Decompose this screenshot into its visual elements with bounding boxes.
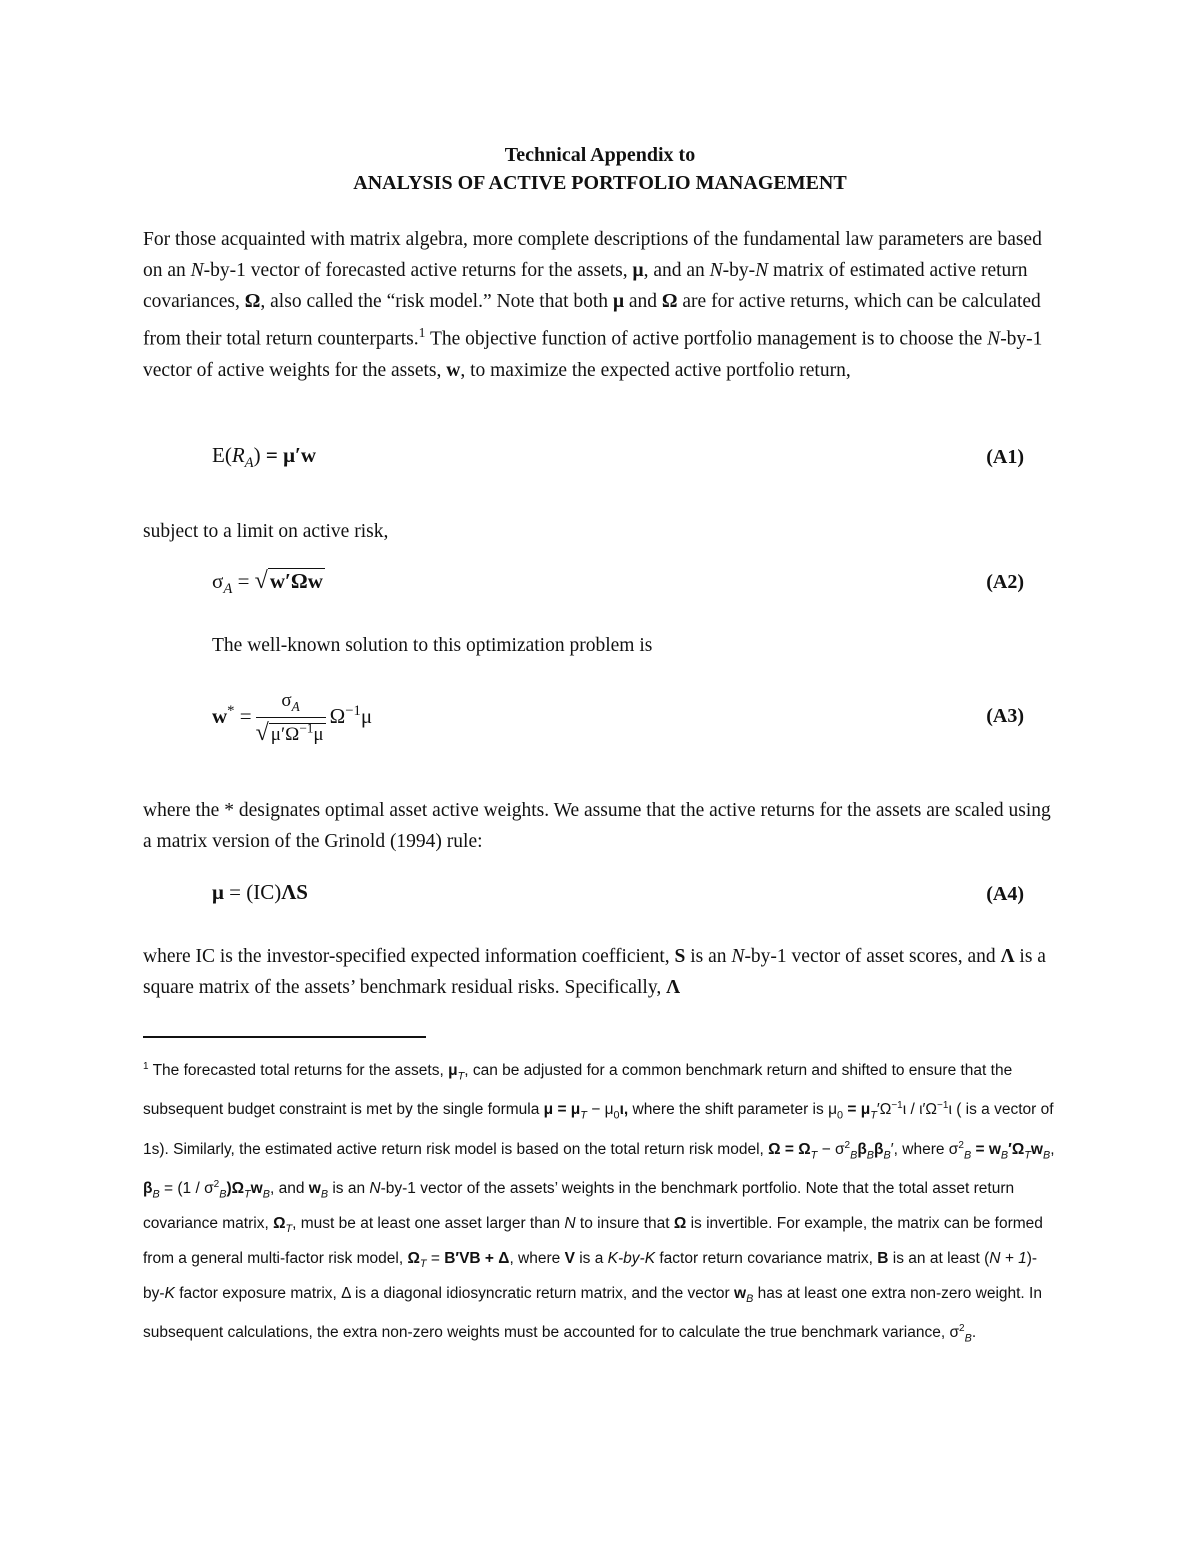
appendix-title-line-1: Technical Appendix to	[504, 144, 696, 166]
intro-paragraph: For those acquainted with matrix algebra, more complete descriptions of the fundamental law parameters are based on an N-by-1 vector of forecasted active returns for the assets, μ, and an N-by-N matrix of estimated active return covariances, Ω, also called the “risk model.” Note that both μ and Ω are for active returns, which can be calculated from their total return counterparts.$^1$ The objective function of active portfolio management is to choose the N-by-1 vector of active weights for the assets, w, to maximize the expected active portfolio return,	[143, 229, 1043, 381]
equation-label-a3: (A3)	[986, 705, 1024, 727]
equation-a2: $\sigma_A = √w'\Omega w$	[212, 568, 323, 598]
footnote-ref: 1	[418, 325, 426, 340]
equation-label-a4: (A4)	[986, 883, 1024, 905]
appendix-title-line-2: ANALYSIS OF ACTIVE PORTFOLIO MANAGEMENT	[353, 172, 847, 194]
constraint-paragraph: subject to a limit on active risk,	[143, 521, 389, 542]
grinold-paragraph: where the * designates optimal asset active weights. We assume that the active returns for the assets are scaled using a matrix version of the Grinold (1994) rule:	[143, 800, 1051, 852]
equation-a4: μ = (IC)ΛS	[212, 880, 308, 904]
footnote-divider	[143, 1036, 426, 1038]
ic-paragraph: where IC is the investor-specified expected information coefficient, S is an N-by-1 vector of asset scores, and Λ is a square matrix of the assets’ benchmark residual risks. Specifically, Λ	[143, 946, 1046, 998]
equation-label-a2: (A2)	[986, 571, 1024, 593]
footnote-1: $^1$ The forecasted total returns for the assets, $\mu_T$, can be adjusted for a common benchmark return and shifted to ensure that the subsequent budget constraint is met by the single formula $\mu = \mu_T - \mu_0\iota$, where the shift parameter is $\mu_0 = \mu_T'\Omega^{-1}\iota / \iota'\Omega^{-1}\iota$ ( is a vector of 1s). Similarly, the estimated active return risk model is based on the total return risk model, $\Omega = \Omega_T - \sigma^2_B\beta_B\beta_B'$, where $\sigma^2_B = w_B'\Omega_Tw_B$, $\beta_B = (1 / \sigma^2_B)\Omega_Tw_B$, and $w_B$ is an N-by-1 vector of the assets’ weights in the benchmark portfolio. Note that the total asset return covariance matrix, $\Omega_T$, must be at least one asset larger than N to insure that Ω is invertible. For example, the matrix can be formed from a general multi-factor risk model, $\Omega_T = B'VB + \Delta$, where V is a K-by-K factor return covariance matrix, B is an at least (N + 1)-by-K factor exposure matrix, Δ is a diagonal idiosyncratic return matrix, and the vector $w_B$ has at least one extra non-zero weight. In subsequent calculations, the extra non-zero weights must be accounted for to calculate the true benchmark variance, $\sigma^2_B$.	[143, 1061, 1055, 1345]
fraction: $\frac{\sigma_A}{√ \mu'\Omega^{-1}\mu}$	[255, 690, 324, 746]
equation-a3: w* = $\frac{\sigma_A}{√ \mu'\Omega^{-1}\mu}$ $\Omega^{-1}\mu$	[212, 690, 373, 746]
equation-a1: $E(R_A) = \mu'w$	[212, 443, 317, 472]
equation-label-a1: (A1)	[986, 446, 1024, 468]
solution-paragraph: The well-known solution to this optimization problem is	[212, 635, 653, 656]
